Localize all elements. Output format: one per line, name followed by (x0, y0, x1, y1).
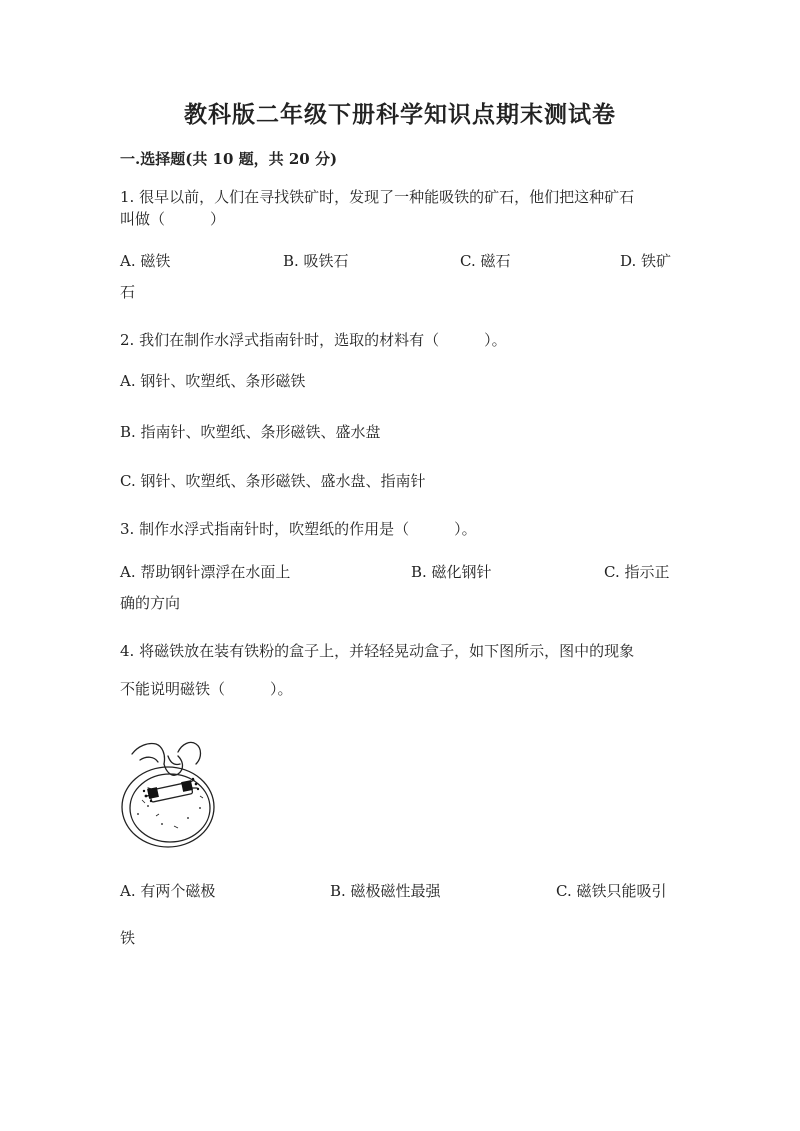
question-2-option-a: A. 钢针、吹塑纸、条形磁铁 (120, 372, 306, 390)
question-1-option-a: A. 磁铁 (120, 252, 171, 270)
question-1-option-d: D. 铁矿 (620, 252, 672, 270)
page-title: 教科版二年级下册科学知识点期末测试卷 (184, 101, 616, 128)
question-2-option-c: C. 钢针、吹塑纸、条形磁铁、盛水盘、指南针 (120, 472, 426, 490)
question-3-option-c-wrap: 确的方向 (120, 594, 181, 612)
question-3-option-c: C. 指示正 (604, 563, 670, 581)
question-2-option-b: B. 指南针、吹塑纸、条形磁铁、盛水盘 (120, 423, 381, 441)
question-4-option-b: B. 磁极磁性最强 (330, 882, 441, 900)
question-1-option-d-wrap: 石 (120, 283, 136, 301)
question-4-option-a: A. 有两个磁极 (120, 882, 216, 900)
question-4-text-line2: 不能说明磁铁（ ）。 (120, 680, 293, 698)
magnet-box-illustration (118, 734, 218, 849)
section-heading: 一.选择题(共 10 题，共 20 分) (120, 150, 338, 168)
question-4-option-c: C. 磁铁只能吸引 (556, 882, 667, 900)
question-3-option-a: A. 帮助钢针漂浮在水面上 (120, 563, 291, 581)
question-3-option-b: B. 磁化钢针 (411, 563, 492, 581)
question-3-text: 3. 制作水浮式指南针时，吹塑纸的作用是（ ）。 (120, 520, 477, 538)
question-1-option-c: C. 磁石 (460, 252, 511, 270)
question-2-text: 2. 我们在制作水浮式指南针时，选取的材料有（ ）。 (120, 331, 507, 349)
question-1-text-line1: 1. 很早以前，人们在寻找铁矿时，发现了一种能吸铁的矿石，他们把这种矿石 (120, 188, 635, 206)
question-4-text-line1: 4. 将磁铁放在装有铁粉的盒子上，并轻轻晃动盒子，如下图所示，图中的现象 (120, 642, 635, 660)
question-1-option-b: B. 吸铁石 (283, 252, 349, 270)
question-1-text-line2: 叫做（ ） (120, 210, 226, 228)
question-4-option-c-wrap: 铁 (120, 929, 136, 947)
